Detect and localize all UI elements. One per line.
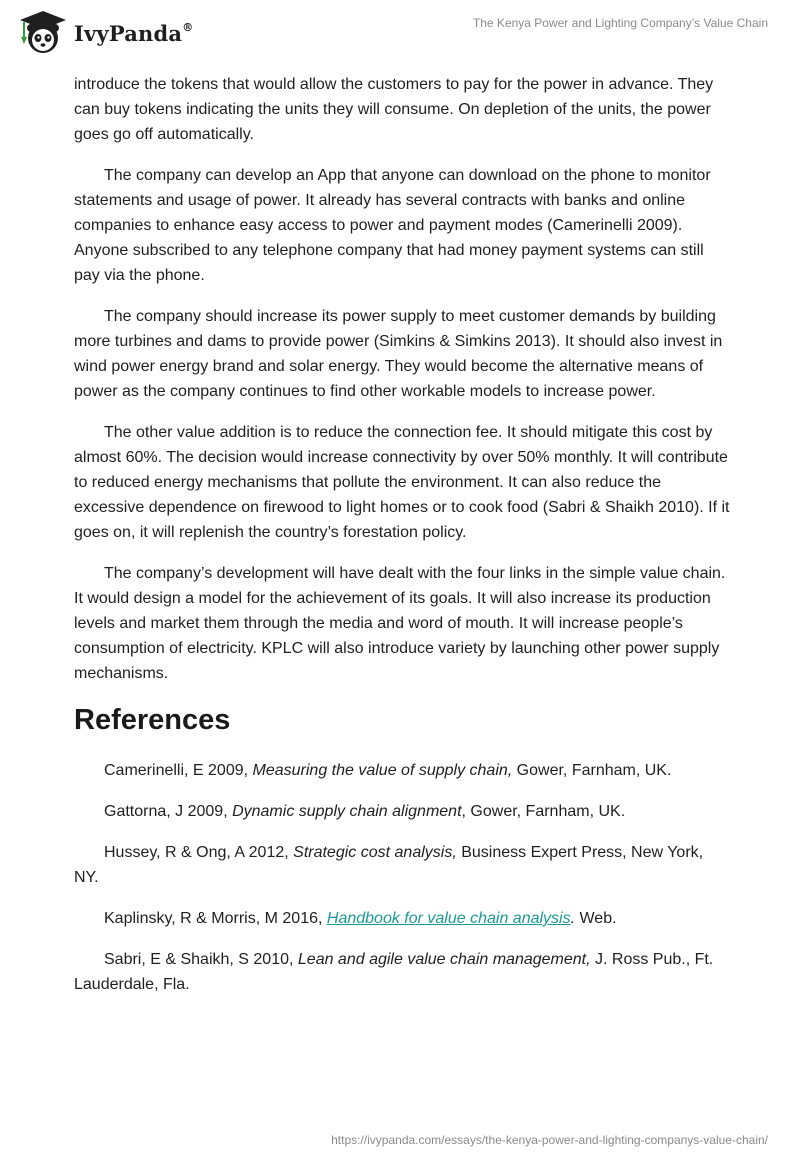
panda-logo-icon	[14, 8, 72, 58]
paragraph: The other value addition is to reduce the connection fee. It should mitigate this cost by almost 60%. The decision would increase connectivity by over 50% monthly. It will contribute to reduced energy mechanisms that pollute the environment. It can also reduce the excessive dependence on firewood to light homes or to cook food (Sabri & Shaikh 2010). If it goes on, it will replenish the country’s forestation policy.	[74, 424, 730, 541]
page-header	[0, 0, 800, 70]
reference-item: Hussey, R & Ong, A 2012, Strategic cost analysis, Business Expert Press, New York, NY.	[74, 844, 704, 886]
article-body	[74, 72, 732, 1013]
reference-item: Camerinelli, E 2009, Measuring the value of supply chain, Gower, Farnham, UK.	[104, 762, 672, 779]
reference-item: Sabri, E & Shaikh, S 2010, Lean and agile value chain management, J. Ross Pub., Ft. Lauderdale, Fla.	[74, 951, 714, 993]
document-title: The Kenya Power and Lighting Company’s Value Chain	[472, 16, 768, 30]
paragraph: The company can develop an App that anyone can download on the phone to monitor statements and usage of power. It already has several contracts with banks and online companies to enhance easy access to power and payment modes (Camerinelli 2009). Anyone subscribed to any telephone company that had money payment systems can still pay via the phone.	[74, 167, 711, 284]
paragraph: introduce the tokens that would allow the customers to pay for the power in advance. They can buy tokens indicating the units they will consume. On depletion of the units, the power goes go off automatically.	[74, 76, 714, 143]
reference-item: Gattorna, J 2009, Dynamic supply chain alignment, Gower, Farnham, UK.	[104, 803, 626, 820]
paragraph: The company should increase its power supply to meet customer demands by building more turbines and dams to provide power (Simkins & Simkins 2013). It should also invest in wind power energy brand and solar energy. They would become the alternative means of power as the company continues to find other workable models to increase power.	[74, 308, 723, 400]
paragraph: The company’s development will have dealt with the four links in the simple value chain. It would design a model for the achievement of its goals. It will also increase its production levels and market them through the media and word of mouth. It will increase people’s consumption of electricity. KPLC will also introduce variety by launching other power supply mechanisms.	[74, 565, 726, 682]
logo[interactable]	[14, 8, 193, 58]
references-heading: References	[74, 704, 231, 736]
reference-item: Kaplinsky, R & Morris, M 2016, Handbook for value chain analysis. Web.	[104, 910, 617, 927]
source-url: https://ivypanda.com/essays/the-kenya-power-and-lighting-companys-value-chain/	[331, 1133, 768, 1147]
brand-name: IvyPanda®	[74, 20, 194, 46]
reference-link[interactable]: Handbook for value chain analysis	[326, 910, 571, 927]
